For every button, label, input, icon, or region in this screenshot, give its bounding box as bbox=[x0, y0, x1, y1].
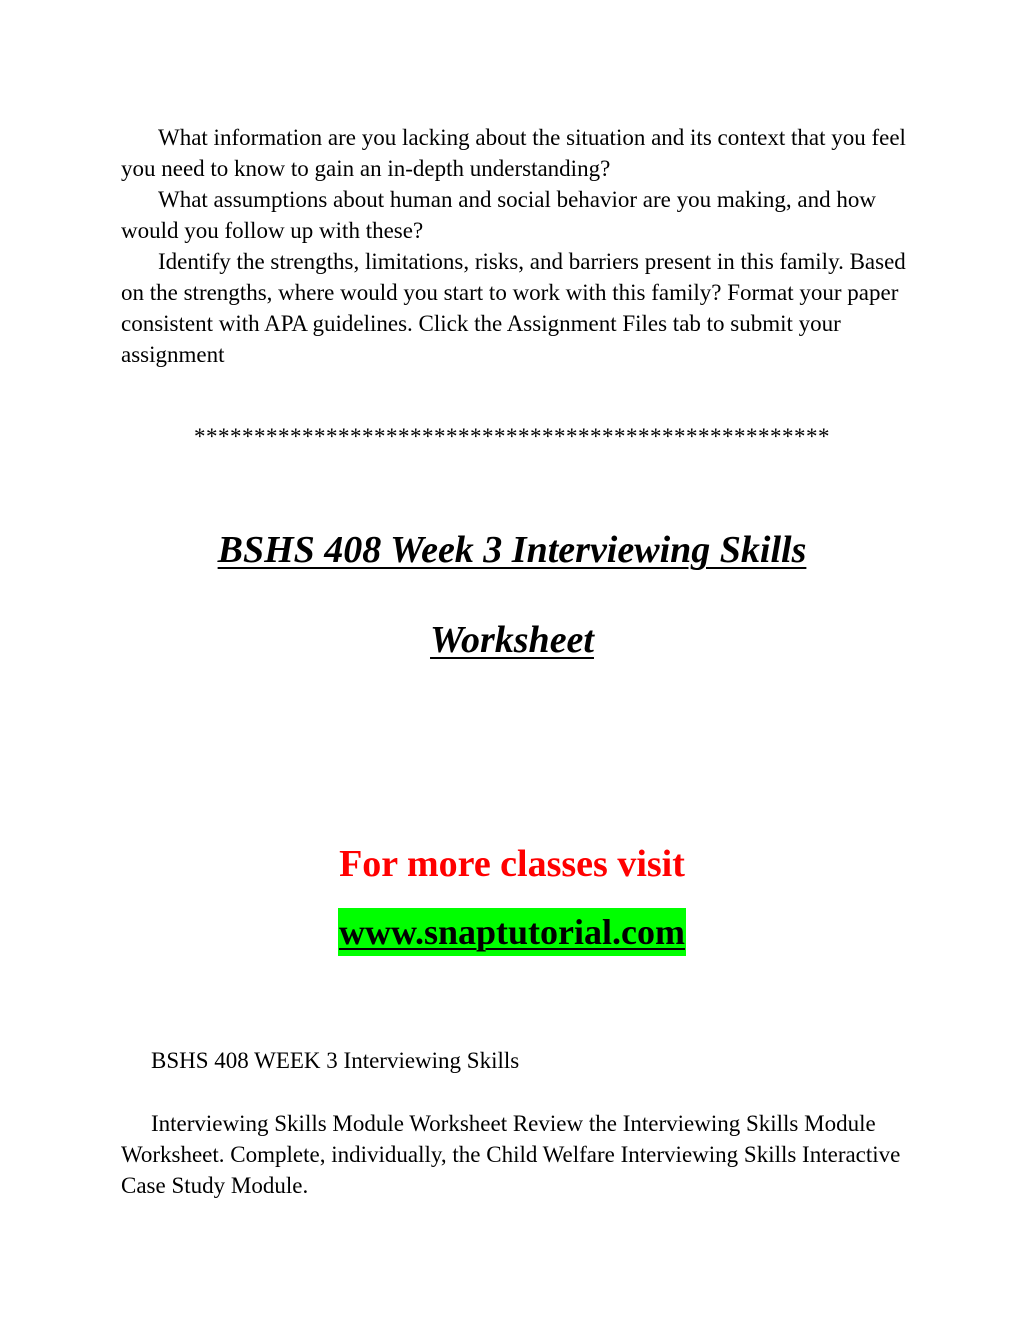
separator-asterisks: ***************************************************** bbox=[194, 424, 830, 449]
promo-link-container bbox=[0, 908, 1024, 956]
section-body-paragraph: Interviewing Skills Module Worksheet Review the Interviewing Skills Module Worksheet. Complete, individually, the Child Welfare Interviewing Skills Interactive Case Study Module. bbox=[121, 1111, 901, 1198]
snaptutorial-link[interactable]: www.snaptutorial.com bbox=[338, 908, 686, 956]
document-title-line-1: BSHS 408 Week 3 Interviewing Skills bbox=[217, 529, 807, 571]
question-paragraph-lacking-information: What information are you lacking about the situation and its context that you feel you need to know to gain an in-depth understanding? bbox=[121, 125, 906, 181]
promo-text: For more classes visit bbox=[339, 843, 685, 885]
document-title-line-2: Worksheet bbox=[430, 619, 594, 661]
question-paragraph-assumptions: What assumptions about human and social behavior are you making, and how would you follow up with these? bbox=[121, 187, 876, 243]
section-heading: BSHS 408 WEEK 3 Interviewing Skills bbox=[151, 1048, 520, 1073]
question-paragraph-strengths: Identify the strengths, limitations, risks, and barriers present in this family. Based on the strengths, where would you start to work with this family? Format your paper consistent with APA guidelines. Click the Assignment Files tab to submit your assignment bbox=[121, 249, 906, 367]
